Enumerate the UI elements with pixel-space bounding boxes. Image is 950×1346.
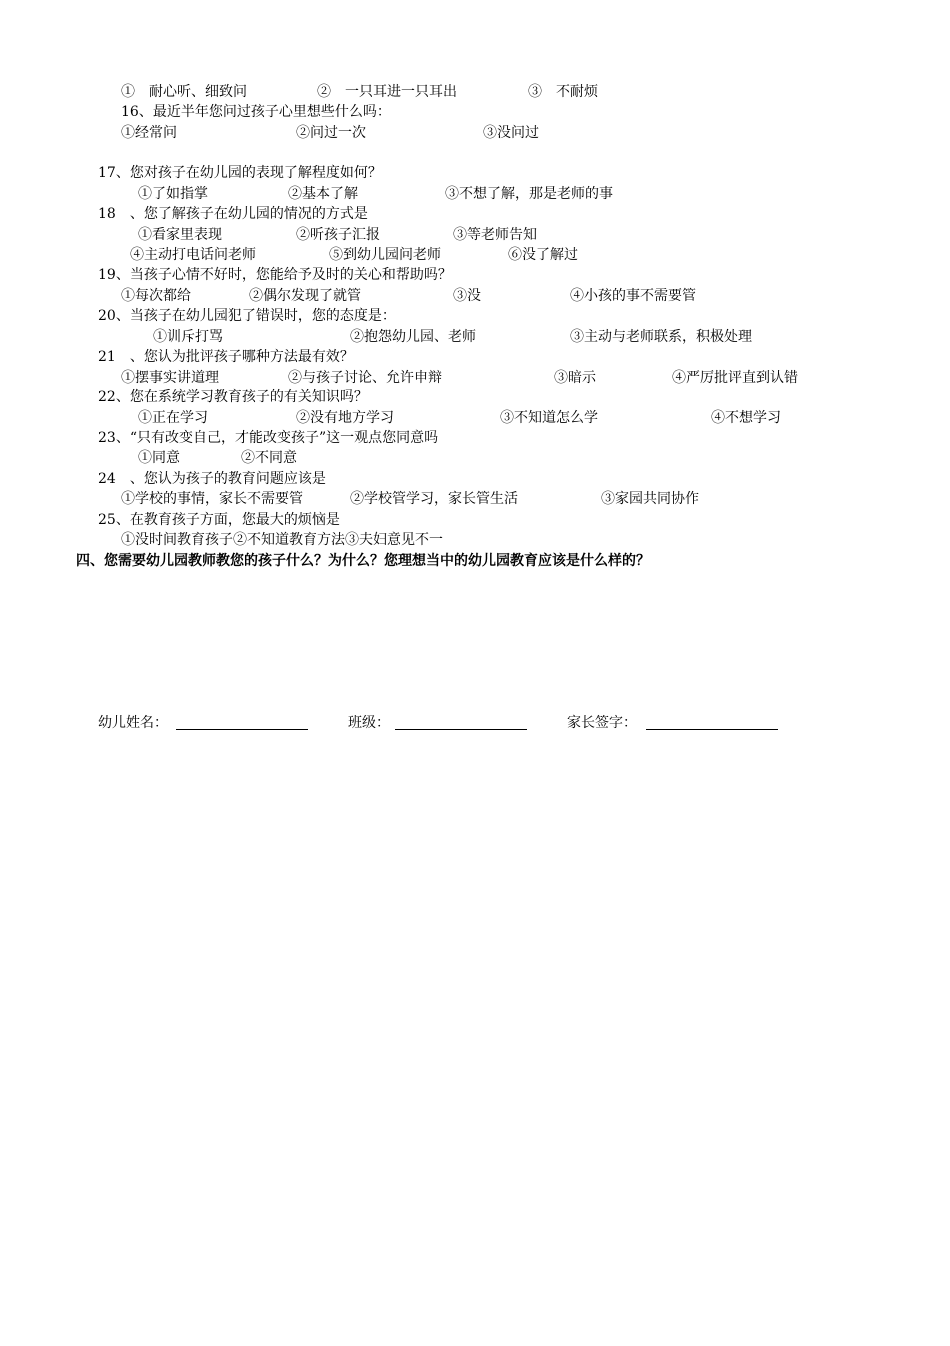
q16-option-2[interactable]: ②问过一次 xyxy=(296,125,366,141)
q22-question-line xyxy=(0,387,950,407)
q15-option-2[interactable]: ② 一只耳进一只耳出 xyxy=(317,84,457,100)
q24-option-3[interactable]: ③家园共同协作 xyxy=(601,491,699,507)
parent-sign-blank[interactable] xyxy=(646,729,778,730)
q25-options-text: ①没时间教育孩子②不知道教育方法③夫妇意见不一 xyxy=(121,532,443,548)
q15-option-1[interactable]: ① 耐心听、细致问 xyxy=(121,84,247,100)
q17-option-3[interactable]: ③不想了解，那是老师的事 xyxy=(445,186,613,202)
q19-option-3[interactable]: ③没 xyxy=(453,288,481,304)
parent-sign-label: 家长签字： xyxy=(567,715,637,731)
q19-question-line xyxy=(0,265,950,285)
q17-option-2[interactable]: ②基本了解 xyxy=(288,186,358,202)
q16-question: 16、最近半年您问过孩子心里想些什么吗： xyxy=(121,104,391,120)
q25-options xyxy=(0,530,950,550)
q22-option-3[interactable]: ③不知道怎么学 xyxy=(500,410,598,426)
q17-option-1[interactable]: ①了如指掌 xyxy=(138,186,208,202)
q25-question: 25、在教育孩子方面，您最大的烦恼是 xyxy=(98,512,340,528)
q22-options xyxy=(0,408,950,428)
q23-option-1[interactable]: ①同意 xyxy=(138,450,180,466)
section4-line xyxy=(0,551,950,571)
q16-option-1[interactable]: ①经常问 xyxy=(121,125,177,141)
q18-option-6[interactable]: ⑥没了解过 xyxy=(508,247,578,263)
q16-options xyxy=(0,123,950,143)
q21-option-1[interactable]: ①摆事实讲道理 xyxy=(121,370,219,386)
q18-option-2[interactable]: ②听孩子汇报 xyxy=(296,227,380,243)
q17-options xyxy=(0,184,950,204)
q15-options xyxy=(0,82,950,102)
q20-question-line xyxy=(0,306,950,326)
q23-option-2[interactable]: ②不同意 xyxy=(241,450,297,466)
q23-question-line xyxy=(0,428,950,448)
q15-option-3[interactable]: ③ 不耐烦 xyxy=(528,84,598,100)
class-blank[interactable] xyxy=(395,729,527,730)
q18-question-line xyxy=(0,204,950,224)
q20-question: 20、当孩子在幼儿园犯了错误时，您的态度是： xyxy=(98,308,396,324)
q23-options xyxy=(0,448,950,468)
q19-question: 19、当孩子心情不好时，您能给予及时的关心和帮助吗？ xyxy=(98,267,452,283)
q21-options xyxy=(0,368,950,388)
q25-question-line xyxy=(0,510,950,530)
q16-option-3[interactable]: ③没问过 xyxy=(483,125,539,141)
q17-question: 17、您对孩子在幼儿园的表现了解程度如何？ xyxy=(98,165,382,181)
q19-option-2[interactable]: ②偶尔发现了就管 xyxy=(249,288,361,304)
q21-question: 21 、您认为批评孩子哪种方法最有效？ xyxy=(98,349,354,365)
q18-option-5[interactable]: ⑤到幼儿园问老师 xyxy=(329,247,441,263)
q24-options xyxy=(0,489,950,509)
q19-option-1[interactable]: ①每次都给 xyxy=(121,288,191,304)
q20-option-2[interactable]: ②抱怨幼儿园、老师 xyxy=(350,329,476,345)
q21-option-4[interactable]: ④严厉批评直到认错 xyxy=(672,370,798,386)
q18-option-1[interactable]: ①看家里表现 xyxy=(138,227,222,243)
class-label: 班级： xyxy=(348,715,390,731)
q22-option-4[interactable]: ④不想学习 xyxy=(711,410,781,426)
q18-option-4[interactable]: ④主动打电话问老师 xyxy=(130,247,256,263)
q22-option-2[interactable]: ②没有地方学习 xyxy=(296,410,394,426)
q24-question: 24 、您认为孩子的教育问题应该是 xyxy=(98,471,326,487)
q22-option-1[interactable]: ①正在学习 xyxy=(138,410,208,426)
child-name-blank[interactable] xyxy=(176,729,308,730)
q16-question-line xyxy=(0,102,950,122)
q18-options-row1 xyxy=(0,225,950,245)
q24-question-line xyxy=(0,469,950,489)
section4-heading: 四、您需要幼儿园教师教您的孩子什么？为什么？您理想当中的幼儿园教育应该是什么样的？ xyxy=(76,553,650,569)
q18-option-3[interactable]: ③等老师告知 xyxy=(453,227,537,243)
q24-option-2[interactable]: ②学校管学习，家长管生活 xyxy=(350,491,518,507)
q24-option-1[interactable]: ①学校的事情，家长不需要管 xyxy=(121,491,303,507)
q20-option-3[interactable]: ③主动与老师联系，积极处理 xyxy=(570,329,752,345)
signature-footer xyxy=(0,713,950,735)
q23-question: 23、“只有改变自己，才能改变孩子”这一观点您同意吗 xyxy=(98,430,439,446)
q19-options xyxy=(0,286,950,306)
q20-option-1[interactable]: ①训斥打骂 xyxy=(153,329,223,345)
q21-option-3[interactable]: ③暗示 xyxy=(554,370,596,386)
child-name-label: 幼儿姓名： xyxy=(98,715,168,731)
q21-option-2[interactable]: ②与孩子讨论、允许申辩 xyxy=(288,370,442,386)
q21-question-line xyxy=(0,347,950,367)
q19-option-4[interactable]: ④小孩的事不需要管 xyxy=(570,288,696,304)
q17-question-line xyxy=(0,163,950,183)
q22-question: 22、您在系统学习教育孩子的有关知识吗？ xyxy=(98,389,368,405)
q20-options xyxy=(0,327,950,347)
q18-options-row2 xyxy=(0,245,950,265)
q18-question: 18 、您了解孩子在幼儿园的情况的方式是 xyxy=(98,206,368,222)
